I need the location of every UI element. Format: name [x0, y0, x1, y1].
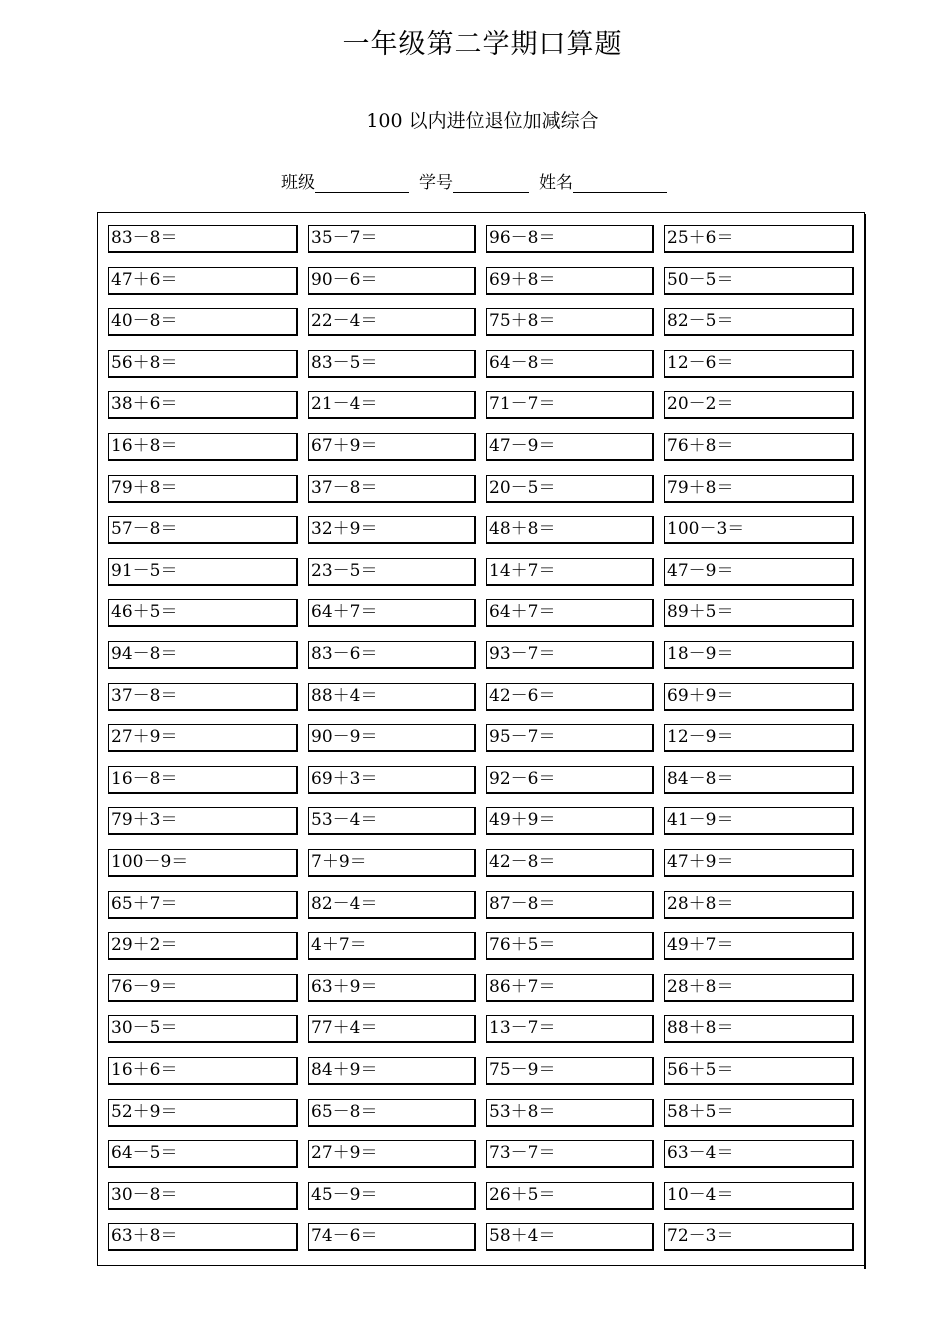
problem-cell[interactable]: 42－6＝	[486, 683, 654, 711]
student-info-line	[281, 168, 677, 193]
problem-cell[interactable]: 63＋9＝	[308, 974, 476, 1002]
problem-cell[interactable]: 76－9＝	[108, 974, 298, 1002]
problem-cell[interactable]: 77＋4＝	[308, 1015, 476, 1043]
problem-cell[interactable]: 83－8＝	[108, 225, 298, 253]
problem-cell[interactable]: 58＋5＝	[664, 1099, 854, 1127]
problem-cell[interactable]: 90－9＝	[308, 724, 476, 752]
problem-cell[interactable]: 65－8＝	[308, 1099, 476, 1127]
problem-cell[interactable]: 63＋8＝	[108, 1223, 298, 1251]
problem-cell[interactable]: 76＋5＝	[486, 932, 654, 960]
problem-cell[interactable]: 75＋8＝	[486, 308, 654, 336]
problem-cell[interactable]: 56＋8＝	[108, 350, 298, 378]
problem-cell[interactable]: 21－4＝	[308, 391, 476, 419]
problem-cell[interactable]: 49＋9＝	[486, 807, 654, 835]
problem-cell[interactable]: 75－9＝	[486, 1057, 654, 1085]
problem-cell[interactable]: 10－4＝	[664, 1182, 854, 1210]
problem-cell[interactable]: 12－9＝	[664, 724, 854, 752]
problem-cell[interactable]: 35－7＝	[308, 225, 476, 253]
problem-cell[interactable]: 47－9＝	[664, 558, 854, 586]
problem-cell[interactable]: 65＋7＝	[108, 891, 298, 919]
problem-cell[interactable]: 57－8＝	[108, 516, 298, 544]
problem-cell[interactable]: 64－5＝	[108, 1140, 298, 1168]
problem-cell[interactable]: 46＋5＝	[108, 599, 298, 627]
problem-cell[interactable]: 23－5＝	[308, 558, 476, 586]
problem-cell[interactable]: 13－7＝	[486, 1015, 654, 1043]
problem-cell[interactable]: 27＋9＝	[108, 724, 298, 752]
class-label: 班级	[281, 173, 315, 193]
problem-cell[interactable]: 16－8＝	[108, 766, 298, 794]
problem-cell[interactable]: 12－6＝	[664, 350, 854, 378]
problem-cell[interactable]: 7＋9＝	[308, 849, 476, 877]
problem-cell[interactable]: 92－6＝	[486, 766, 654, 794]
problem-cell[interactable]: 20－2＝	[664, 391, 854, 419]
page-subtitle: 100 以内进位退位加减综合	[366, 110, 599, 132]
class-field[interactable]	[315, 174, 409, 193]
problem-cell[interactable]: 14＋7＝	[486, 558, 654, 586]
problem-cell[interactable]: 64＋7＝	[486, 599, 654, 627]
problem-cell[interactable]: 37－8＝	[108, 683, 298, 711]
problem-cell[interactable]: 79＋8＝	[664, 475, 854, 503]
problem-cell[interactable]: 40－8＝	[108, 308, 298, 336]
problem-cell[interactable]: 95－7＝	[486, 724, 654, 752]
name-label: 姓名	[539, 173, 573, 193]
problem-cell[interactable]: 100－9＝	[108, 849, 298, 877]
problem-cell[interactable]: 90－6＝	[308, 267, 476, 295]
problem-cell[interactable]: 28＋8＝	[664, 891, 854, 919]
problem-cell[interactable]: 93－7＝	[486, 641, 654, 669]
problem-cell[interactable]: 45－9＝	[308, 1182, 476, 1210]
problem-cell[interactable]: 64－8＝	[486, 350, 654, 378]
problem-cell[interactable]: 88＋8＝	[664, 1015, 854, 1043]
problem-cell[interactable]: 52＋9＝	[108, 1099, 298, 1127]
problem-cell[interactable]: 86＋7＝	[486, 974, 654, 1002]
problem-cell[interactable]: 83－5＝	[308, 350, 476, 378]
problem-cell[interactable]: 4＋7＝	[308, 932, 476, 960]
problem-cell[interactable]: 29＋2＝	[108, 932, 298, 960]
problem-cell[interactable]: 47＋9＝	[664, 849, 854, 877]
problem-cell[interactable]: 53＋8＝	[486, 1099, 654, 1127]
problem-cell[interactable]: 30－5＝	[108, 1015, 298, 1043]
problem-cell[interactable]: 50－5＝	[664, 267, 854, 295]
problem-cell[interactable]: 28＋8＝	[664, 974, 854, 1002]
problem-cell[interactable]: 83－6＝	[308, 641, 476, 669]
problem-cell[interactable]: 69＋8＝	[486, 267, 654, 295]
problem-cell[interactable]: 96－8＝	[486, 225, 654, 253]
problem-cell[interactable]: 22－4＝	[308, 308, 476, 336]
problem-cell[interactable]: 69＋3＝	[308, 766, 476, 794]
problem-cell[interactable]: 42－8＝	[486, 849, 654, 877]
problem-cell[interactable]: 71－7＝	[486, 391, 654, 419]
problem-cell[interactable]: 47－9＝	[486, 433, 654, 461]
problem-cell[interactable]: 84－8＝	[664, 766, 854, 794]
problem-cell[interactable]: 79＋8＝	[108, 475, 298, 503]
problem-cell[interactable]: 88＋4＝	[308, 683, 476, 711]
problem-cell[interactable]: 64＋7＝	[308, 599, 476, 627]
frame-shadow	[864, 214, 866, 1269]
problem-cell[interactable]: 79＋3＝	[108, 807, 298, 835]
problem-cell[interactable]: 16＋8＝	[108, 433, 298, 461]
problem-cell[interactable]: 82－4＝	[308, 891, 476, 919]
problem-cell[interactable]: 87－8＝	[486, 891, 654, 919]
problem-cell[interactable]: 16＋6＝	[108, 1057, 298, 1085]
problem-cell[interactable]: 49＋7＝	[664, 932, 854, 960]
student-number-field[interactable]	[453, 174, 529, 193]
problem-cell[interactable]: 20－5＝	[486, 475, 654, 503]
problem-cell[interactable]: 27＋9＝	[308, 1140, 476, 1168]
name-field[interactable]	[573, 174, 667, 193]
problem-cell[interactable]: 91－5＝	[108, 558, 298, 586]
problem-cell[interactable]: 82－5＝	[664, 308, 854, 336]
problem-cell[interactable]: 47＋6＝	[108, 267, 298, 295]
problem-cell[interactable]: 26＋5＝	[486, 1182, 654, 1210]
problem-cell[interactable]: 32＋9＝	[308, 516, 476, 544]
problem-cell[interactable]: 67＋9＝	[308, 433, 476, 461]
page-title: 一年级第二学期口算题	[342, 29, 623, 60]
problem-cell[interactable]: 18－9＝	[664, 641, 854, 669]
problem-cell[interactable]: 76＋8＝	[664, 433, 854, 461]
problem-cell[interactable]: 100－3＝	[664, 516, 854, 544]
problem-cell[interactable]: 53－4＝	[308, 807, 476, 835]
problem-cell[interactable]: 58＋4＝	[486, 1223, 654, 1251]
problem-cell[interactable]: 25＋6＝	[664, 225, 854, 253]
problem-cell[interactable]: 69＋9＝	[664, 683, 854, 711]
problem-cell[interactable]: 56＋5＝	[664, 1057, 854, 1085]
problem-cell[interactable]: 72－3＝	[664, 1223, 854, 1251]
problem-cell[interactable]: 63－4＝	[664, 1140, 854, 1168]
problem-cell[interactable]: 41－9＝	[664, 807, 854, 835]
problem-cell[interactable]: 89＋5＝	[664, 599, 854, 627]
problem-cell[interactable]: 94－8＝	[108, 641, 298, 669]
problem-cell[interactable]: 74－6＝	[308, 1223, 476, 1251]
problem-cell[interactable]: 73－7＝	[486, 1140, 654, 1168]
problem-cell[interactable]: 37－8＝	[308, 475, 476, 503]
problem-cell[interactable]: 48＋8＝	[486, 516, 654, 544]
student-number-label: 学号	[419, 173, 453, 193]
problem-cell[interactable]: 38＋6＝	[108, 391, 298, 419]
problem-cell[interactable]: 84＋9＝	[308, 1057, 476, 1085]
problem-cell[interactable]: 30－8＝	[108, 1182, 298, 1210]
